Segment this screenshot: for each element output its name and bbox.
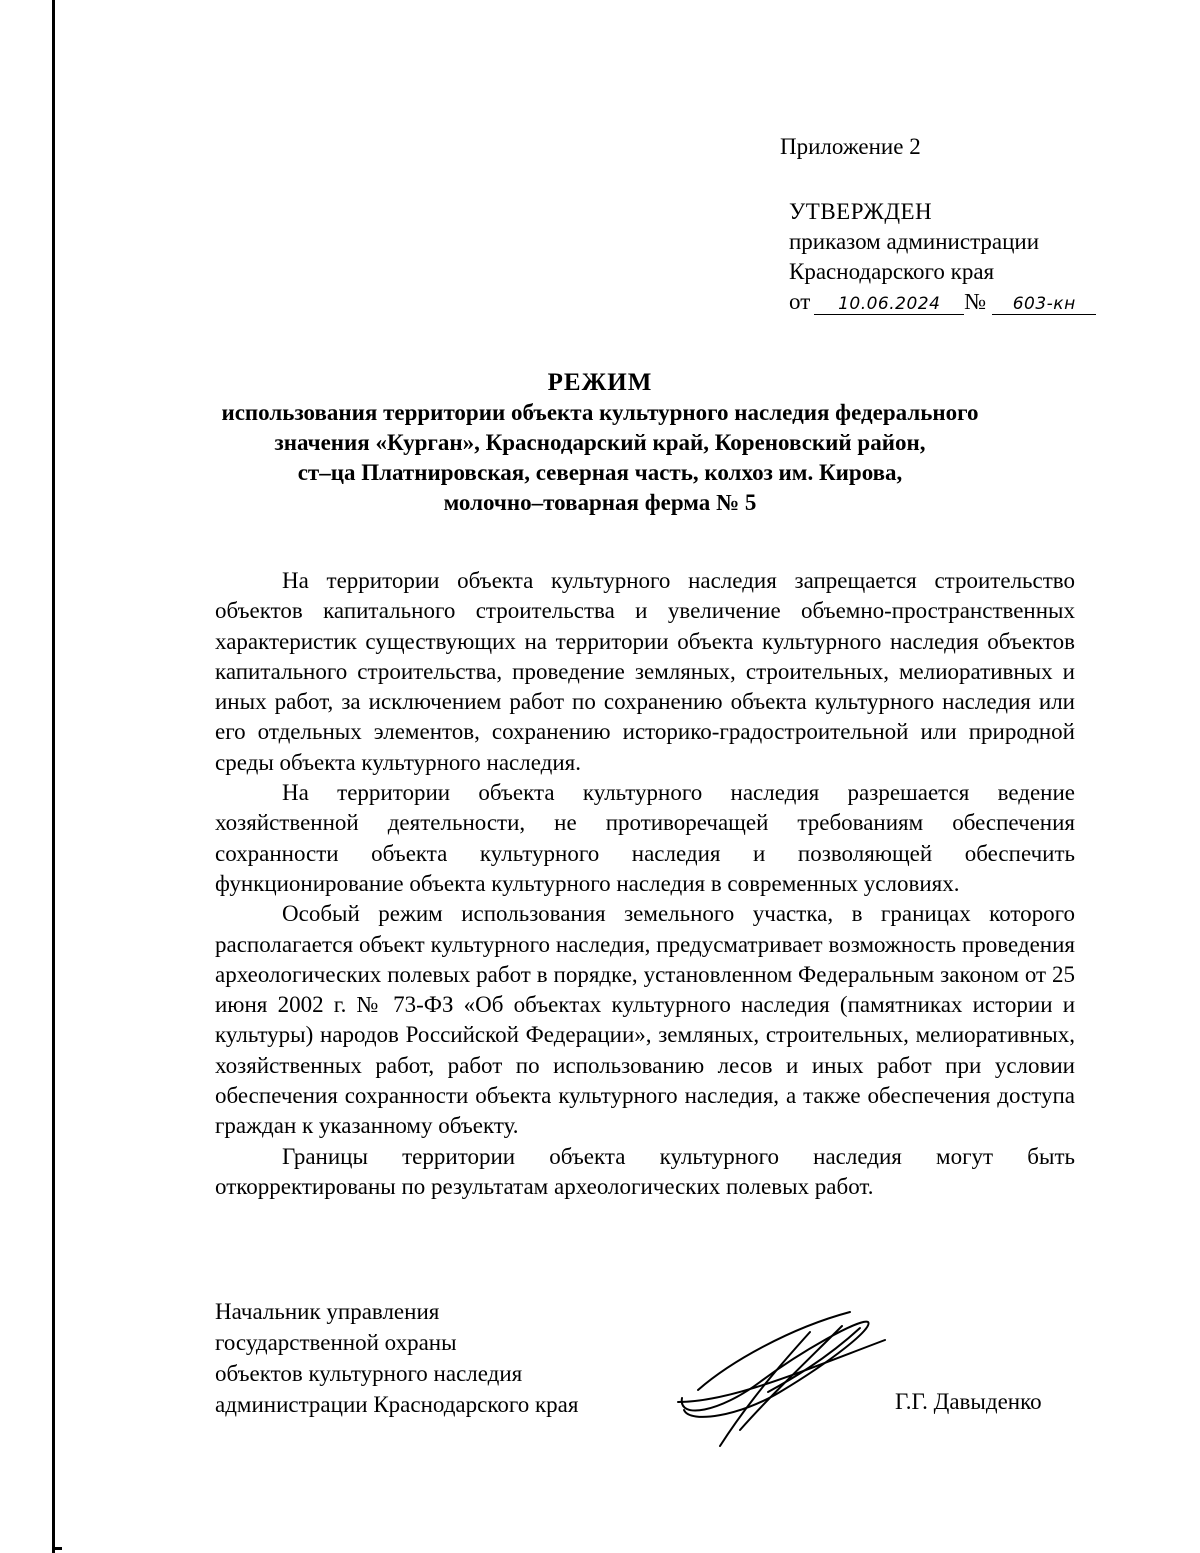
approval-line: Краснодарского края [789,259,995,284]
title-line: использования территории объекта культурного наследия федерального [221,400,979,425]
position-line: администрации Краснодарского края [215,1392,579,1417]
appendix-label: Приложение 2 [780,134,921,159]
signatory-position [215,1296,578,1420]
document-body [215,566,1075,1202]
body-paragraph: Особый режим использования земельного участка, в границах которого располагается объект культурного наследия, предусматривает возможность проведения археологических полевых работ в порядке, установленном Федеральным законом от 25 июня 2002 г. № 73-ФЗ «Об объектах культурного наследия (памятниках истории и культуры) народов Российской Федерации», земляных, строительных, мелиоративных, хозяйственных работ, работ по использованию лесов и иных работ при условии обеспечения сохранности объекта культурного наследия, а также обеспечения доступа граждан к указанному объекту. [215,901,1075,1139]
signer-name: Г.Г. Давыденко [895,1389,1042,1414]
title-line: молочно–товарная ферма № 5 [443,490,757,515]
approval-line: приказом администрации [789,229,1040,254]
order-date: 10.06.2024 [814,294,964,315]
body-paragraph: На территории объекта культурного наследия разрешается ведение хозяйственной деятельности, не противоречащей требованиям обеспечения сохранности объекта культурного наследия и позволяющей обеспечить функционирование объекта культурного наследия в современных условиях. [215,780,1075,896]
body-paragraph: На территории объекта культурного наследия запрещается строительство объектов капитального строительства и увеличение объемно-пространственных характеристик существующих на территории объекта культурного наследия объектов капитального строительства, проведение земляных, строительных, мелиоративных и иных работ, за исключением работ по сохранению объекта культурного наследия или его отдельных элементов, сохранению историко-градостроительной или природной среды объекта культурного наследия. [215,568,1075,775]
order-number: 603-кн [992,294,1096,315]
position-line: государственной охраны [215,1330,457,1355]
number-prefix: № [964,289,987,314]
title-line: значения «Курган», Краснодарский край, Кореновский район, [274,430,926,455]
approval-block [789,197,1096,317]
approval-heading: УТВЕРЖДЕН [789,199,933,224]
date-prefix: от [789,289,811,314]
title-line: ст–ца Платнировская, северная часть, колхоз им. Кирова, [297,460,903,485]
scan-corner-mark [52,1547,62,1550]
order-reference [789,287,1096,317]
document-title [200,368,1000,518]
position-line: объектов культурного наследия [215,1361,523,1386]
scan-left-edge [52,0,55,1553]
title-word: РЕЖИМ [547,369,653,396]
position-line: Начальник управления [215,1299,440,1324]
handwritten-signature [660,1300,890,1450]
body-paragraph: Границы территории объекта культурного наследия могут быть откорректированы по результатам археологических полевых работ. [215,1143,1075,1199]
